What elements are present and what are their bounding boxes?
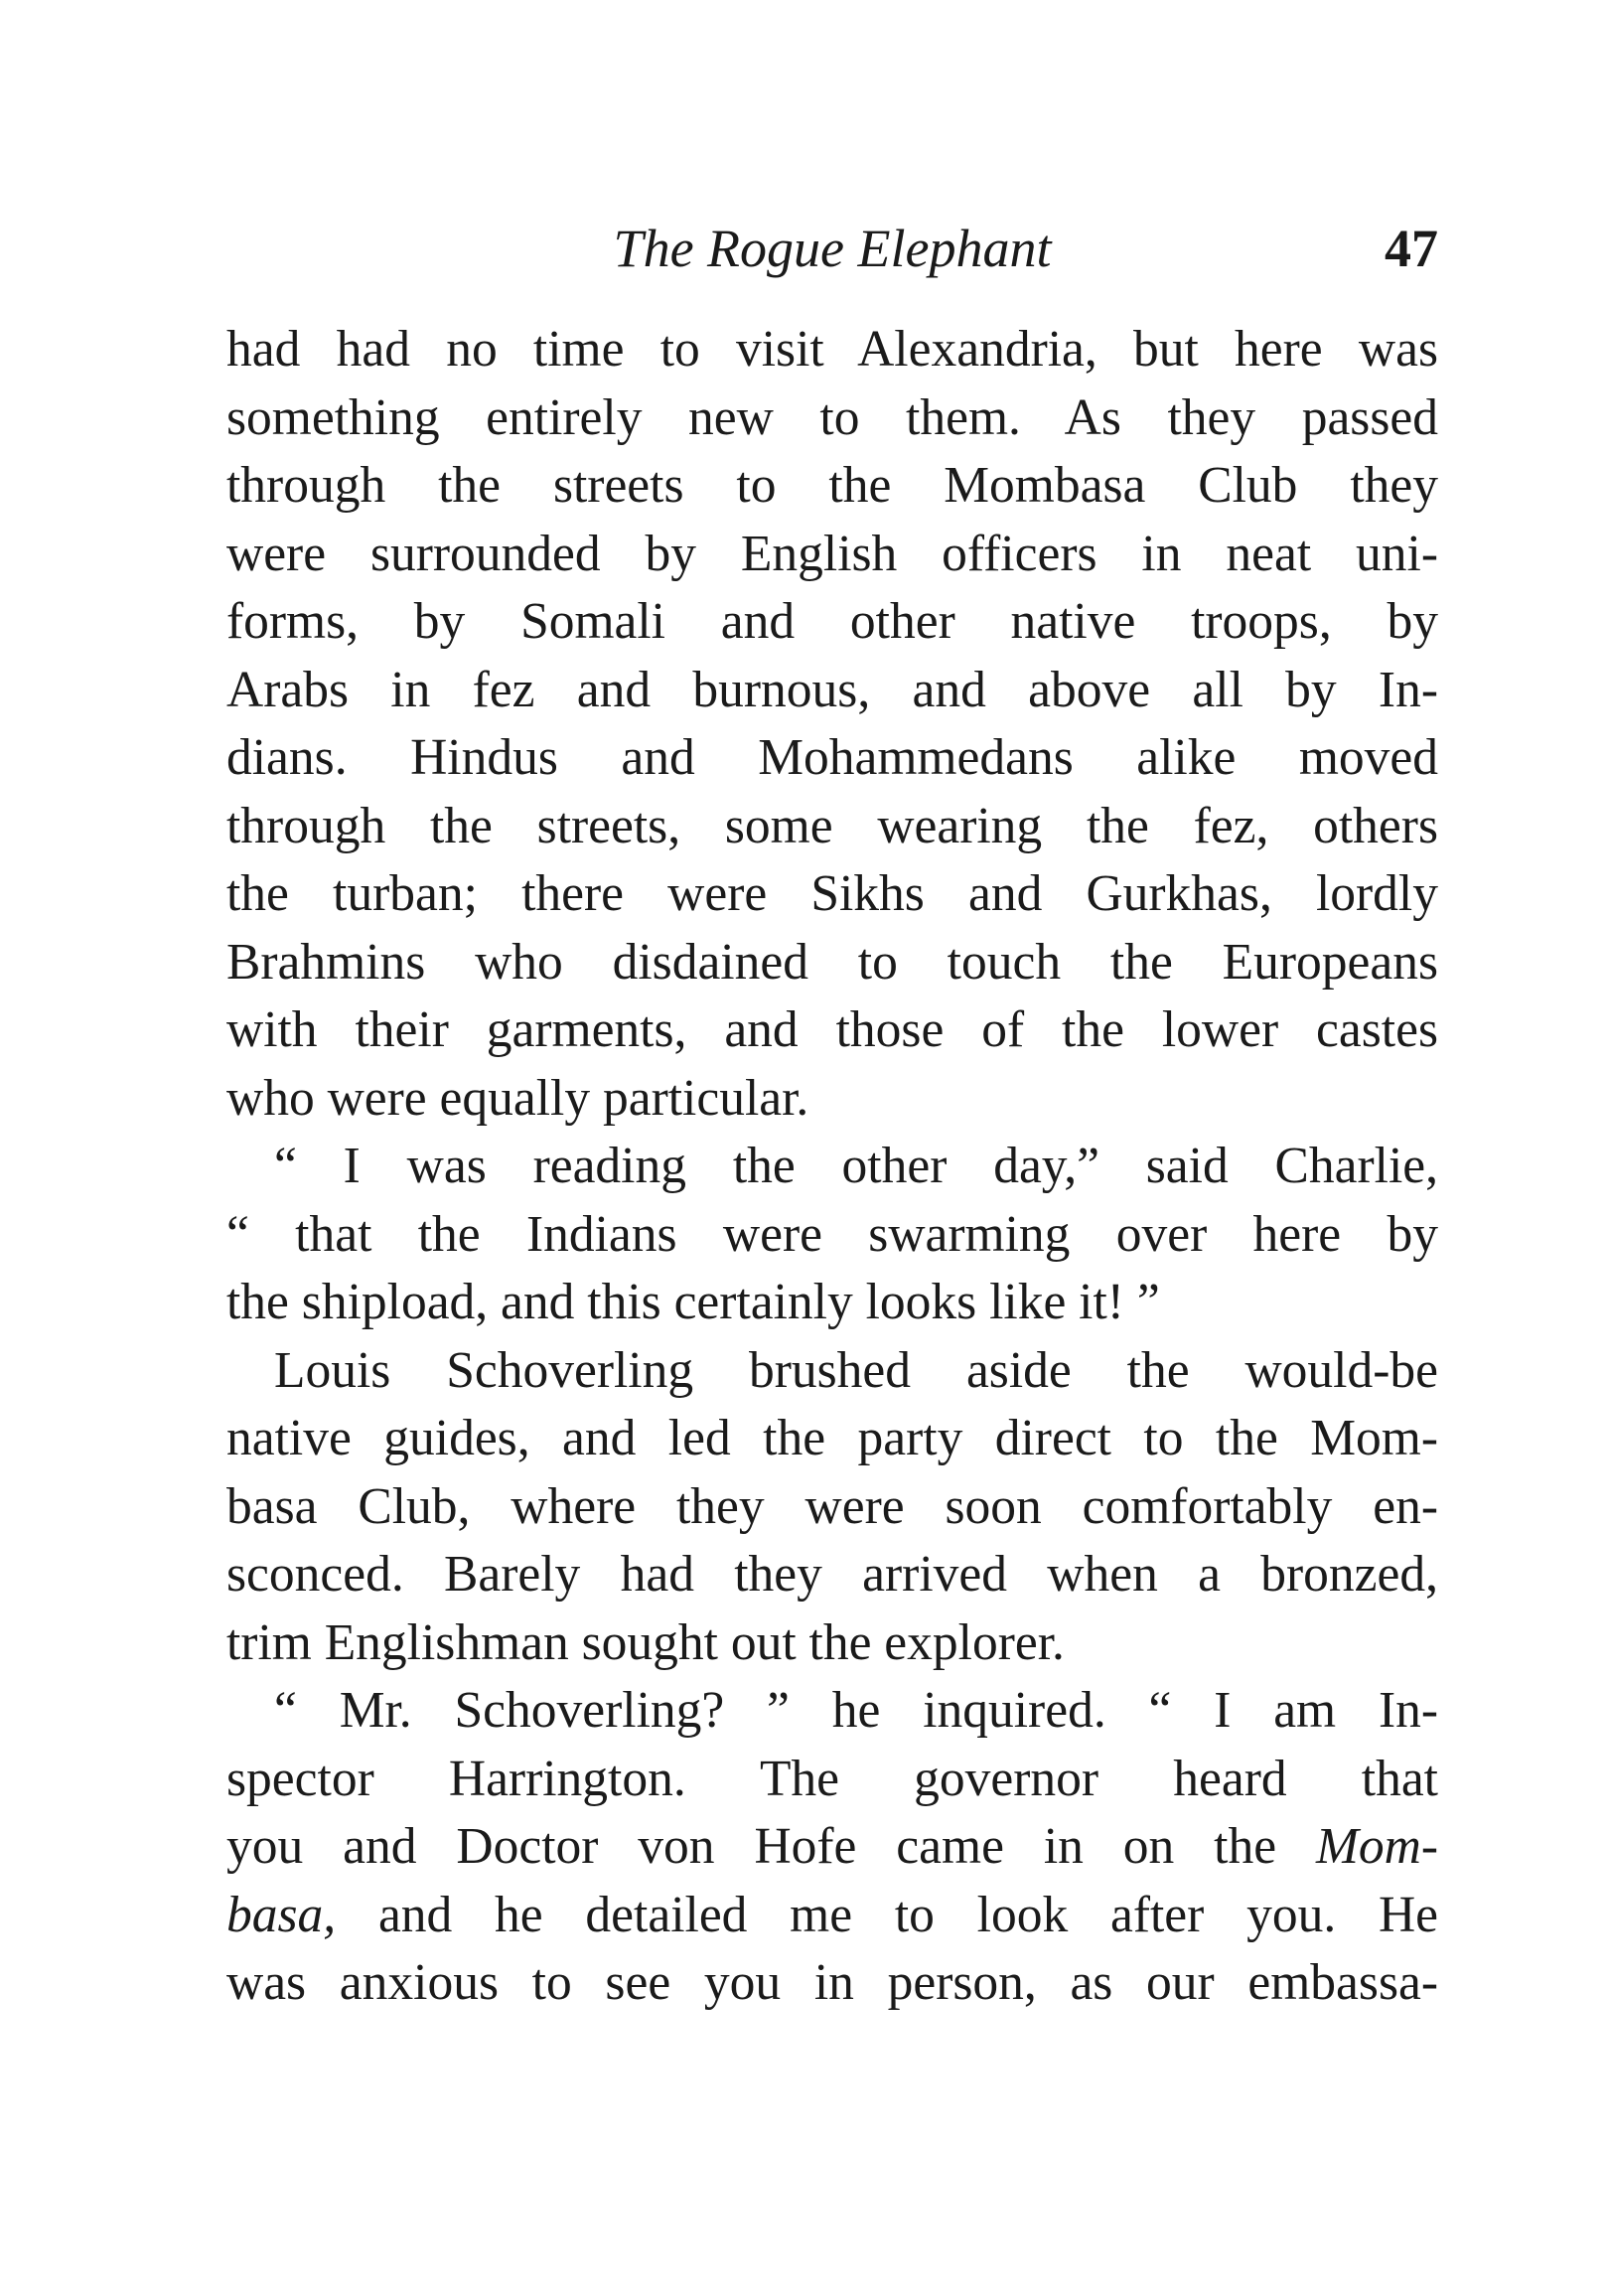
text-segment: and he detailed me to look after you. He (377, 1886, 1439, 1943)
text-line: Louis Schoverling brushed aside the would-be (274, 1341, 1438, 1399)
text-line: Brahmins who disdained to touch the Europeans (226, 933, 1438, 991)
text-line (226, 1813, 1438, 1882)
page-number: 47 (1385, 219, 1438, 278)
text-line (226, 1882, 1438, 1950)
text-line: native guides, and led the party direct to the Mom- (226, 1410, 1438, 1466)
text-line: the turban; there were Sikhs and Gurkhas, lordly (226, 865, 1438, 922)
text-line: trim Englishman sought out the explorer. (226, 1613, 1065, 1671)
ship-name-italic: Mom- (1316, 1818, 1438, 1875)
body-text (226, 316, 1438, 2018)
text-line: was anxious to see you in person, as our embassa- (226, 1954, 1438, 2011)
text-line: had had no time to visit Alexandria, but here was (226, 321, 1438, 378)
text-line: spector Harrington. The governor heard that (226, 1750, 1438, 1807)
running-head (226, 209, 1438, 288)
running-title: The Rogue Elephant (613, 219, 1052, 278)
text-line: “ I was reading the other day,” said Charlie, (274, 1138, 1438, 1194)
text-line: “ that the Indians were swarming over here by (226, 1205, 1438, 1263)
text-line: sconced. Barely had they arrived when a bronzed, (226, 1546, 1438, 1603)
text-line: forms, by Somali and other native troops, by (226, 593, 1438, 650)
text-line: through the streets to the Mombasa Club they (226, 457, 1438, 514)
text-line: something entirely new to them. As they passed (226, 388, 1438, 446)
text-line: basa Club, where they were soon comfortably en- (226, 1477, 1438, 1535)
text-line: Arabs in fez and burnous, and above all by In- (226, 661, 1438, 718)
text-line: “ Mr. Schoverling? ” he inquired. “ I am In- (274, 1682, 1438, 1739)
ship-name-italic: basa, (226, 1886, 337, 1943)
text-line: the shipload, and this certainly looks like it! ” (226, 1274, 1160, 1330)
text-line: through the streets, some wearing the fez, others (226, 797, 1438, 854)
text-line: were surrounded by English officers in neat uni- (226, 525, 1438, 582)
text-line: who were equally particular. (226, 1069, 809, 1127)
text-segment: you and Doctor von Hofe came in on the (226, 1818, 1277, 1875)
text-line: dians. Hindus and Mohammedans alike moved (226, 729, 1438, 786)
text-line: with their garments, and those of the lower castes (226, 1001, 1438, 1058)
